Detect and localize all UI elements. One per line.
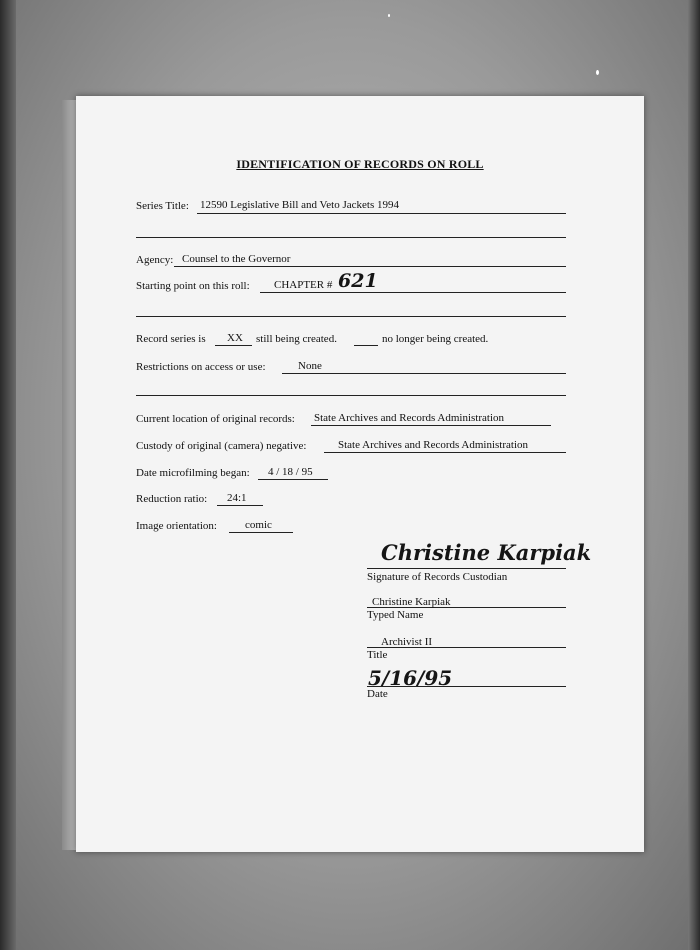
film-edge-left xyxy=(0,0,16,950)
current-location-label: Current location of original records: xyxy=(136,413,295,425)
reduction-ratio-label: Reduction ratio: xyxy=(136,493,208,505)
starting-point-line-2 xyxy=(136,316,566,317)
custody-line xyxy=(324,452,566,453)
restrictions-label: Restrictions on access or use: xyxy=(136,361,266,373)
date-began-value: 4 / 18 / 95 xyxy=(268,466,313,478)
series-title-value: 12590 Legislative Bill and Veto Jackets 1994 xyxy=(200,199,399,211)
agency-value: Counsel to the Governor xyxy=(182,253,291,265)
starting-point-line xyxy=(260,292,566,293)
starting-point-handwritten: 621 xyxy=(338,270,378,292)
starting-point-value: CHAPTER # xyxy=(274,279,333,291)
date-began-label: Date microfilming began: xyxy=(136,467,250,479)
film-speck xyxy=(596,70,599,75)
film-speck xyxy=(388,14,390,17)
title-value: Archivist II xyxy=(381,636,433,648)
still-being-created-mark: XX xyxy=(227,332,243,344)
reduction-ratio-line xyxy=(217,505,263,506)
record-series-prefix: Record series is xyxy=(136,333,206,345)
image-orientation-label: Image orientation: xyxy=(136,520,217,532)
signature-label: Signature of Records Custodian xyxy=(367,571,508,583)
current-location-value: State Archives and Records Administration xyxy=(314,412,505,424)
form-title: IDENTIFICATION OF RECORDS ON ROLL xyxy=(236,157,484,171)
custodian-signature: Christine Karpiak xyxy=(381,540,592,565)
custody-label: Custody of original (camera) negative: xyxy=(136,440,307,452)
typed-name-label: Typed Name xyxy=(367,609,424,621)
typed-name-value: Christine Karpiak xyxy=(372,596,451,608)
series-title-label: Series Title: xyxy=(136,200,189,212)
series-title-line-2 xyxy=(136,237,566,238)
handwritten-date: 5/16/95 xyxy=(368,666,453,690)
restrictions-line-2 xyxy=(136,395,566,396)
restrictions-line xyxy=(282,373,566,374)
no-longer-being-created-text: no longer being created. xyxy=(382,333,489,345)
title-label: Title xyxy=(367,649,388,661)
no-longer-mark-line xyxy=(354,345,378,346)
agency-label: Agency: xyxy=(136,254,174,266)
image-orientation-value: comic xyxy=(245,519,272,531)
starting-point-label: Starting point on this roll: xyxy=(136,280,250,292)
records-form-sheet xyxy=(76,96,644,852)
date-line xyxy=(367,686,566,687)
signature-line xyxy=(367,568,566,569)
date-label: Date xyxy=(367,688,388,700)
still-mark-line xyxy=(215,345,252,346)
current-location-line xyxy=(311,425,551,426)
still-being-created-text: still being created. xyxy=(256,333,337,345)
image-orientation-line xyxy=(229,532,293,533)
film-edge-right xyxy=(688,0,700,950)
custody-value: State Archives and Records Administration xyxy=(338,439,529,451)
date-began-line xyxy=(258,479,328,480)
agency-line xyxy=(174,266,566,267)
reduction-ratio-value: 24:1 xyxy=(227,492,247,504)
series-title-line xyxy=(197,213,566,214)
restrictions-value: None xyxy=(298,360,322,372)
